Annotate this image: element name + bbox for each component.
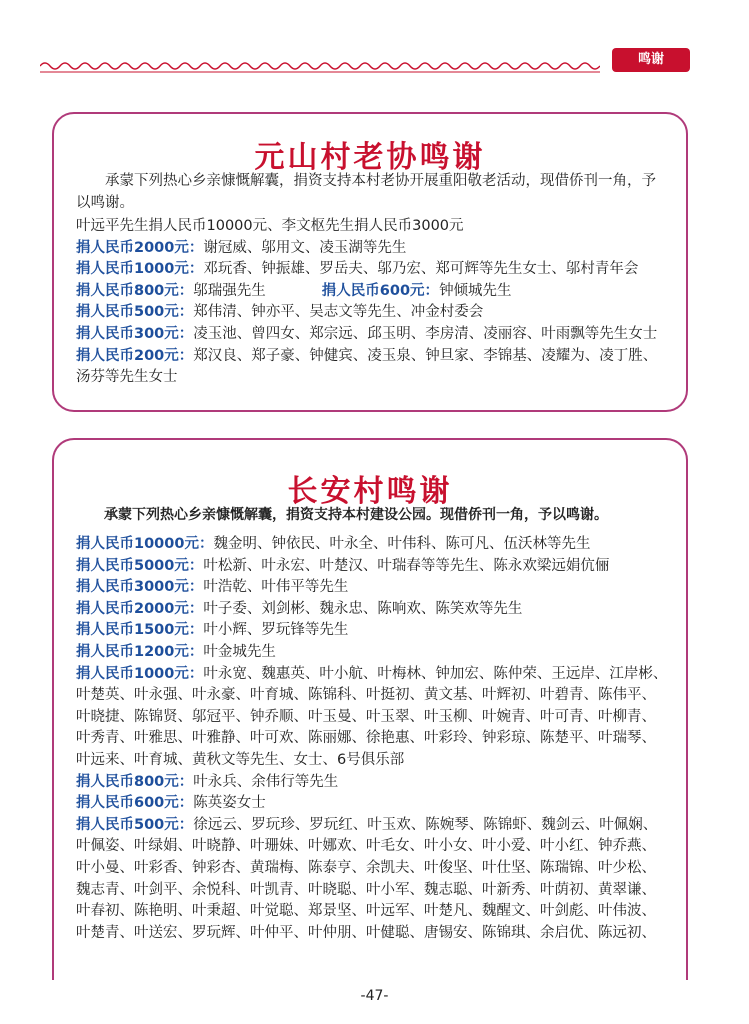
donor-row — [76, 815, 668, 837]
intro-paragraph: 承蒙下列热心乡亲慷慨解囊，捐资支持本村建设公园。现借侨刊一角，予以鸣谢。 — [104, 507, 608, 523]
donor-row: 叶小曼、叶彩香、钟彩杏、黄瑞梅、陈泰亨、余凯夫、叶俊坚、叶仕坚、陈瑞锦、叶少松、 — [76, 859, 656, 876]
donor-row — [76, 346, 668, 368]
amount-label: 捐人民币800元： — [76, 282, 194, 299]
donor-row: 魏志青、叶剑平、余悦科、叶凯青、叶晓聪、叶小军、魏志聪、叶新秀、叶荫初、黄翠谦、 — [76, 881, 656, 898]
donor-row — [76, 664, 668, 686]
amount-label: 捐人民币1000元： — [76, 261, 204, 278]
donor-row — [76, 259, 668, 281]
donor-row — [76, 302, 668, 324]
donor-names: 钟倾城先生 — [439, 282, 512, 299]
amount-label: 捐人民币5000元： — [76, 557, 204, 574]
donor-row: 叶秀青、叶雅思、叶雅静、叶可欢、陈丽娜、徐艳惠、叶彩玲、钟彩琼、陈楚平、叶瑞琴、 — [76, 730, 656, 747]
donor-row: 叶春初、陈艳明、叶秉超、叶觉聪、郑景坚、叶远军、叶楚凡、魏醒文、叶剑彪、叶伟波、 — [76, 903, 656, 920]
donor-row — [76, 534, 668, 556]
donor-names: 魏金明、钟依民、叶永全、叶伟科、陈可凡、伍沃林等先生 — [213, 536, 591, 552]
thanks-panel-yuanshan — [52, 112, 688, 412]
donor-names: 叶子委、刘剑彬、魏永忠、陈响欢、陈笑欢等先生 — [203, 600, 523, 617]
donor-row: 汤芬等先生女士 — [76, 369, 178, 386]
donor-row — [76, 281, 668, 303]
donor-line: 叶远平先生捐人民币10000元、李文枢先生捐人民币3000元 — [76, 218, 464, 234]
donor-names: 郑汉良、郑子豪、钟健宾、凌玉泉、钟旦家、李锦基、凌耀为、凌丁胜、 — [193, 347, 658, 364]
donor-row — [76, 793, 668, 815]
panel-title: 元山村老协鸣谢 — [254, 140, 486, 175]
amount-label: 捐人民币600元： — [76, 795, 194, 812]
thanks-panel-changan — [52, 438, 688, 980]
section-tag: 鸣谢 — [612, 48, 690, 72]
donor-list — [76, 216, 668, 389]
amount-label: 捐人民币10000元： — [76, 536, 214, 552]
donor-row: 叶楚青、叶送宏、罗玩辉、叶仲平、叶仲朋、叶健聪、唐锡安、陈锦琪、余启优、陈远初、 — [76, 924, 656, 941]
amount-label: 捐人民币300元： — [76, 325, 194, 342]
donor-row — [76, 620, 668, 642]
amount-label: 捐人民币200元： — [76, 347, 194, 364]
donor-names: 叶浩乾、叶伟平等先生 — [203, 579, 349, 596]
amount-label: 捐人民币800元： — [76, 773, 194, 790]
donor-names: 邓玩香、钟振雄、罗岳夫、邬乃宏、郑可辉等先生女士、邬村青年会 — [203, 261, 639, 278]
donor-list — [76, 534, 668, 944]
amount-label: 捐人民币2000元： — [76, 239, 204, 256]
donor-row: 叶远来、叶育城、黄秋文等先生、女士、6号俱乐部 — [76, 751, 405, 768]
decorative-wave-rule — [40, 60, 600, 76]
donor-row — [76, 324, 668, 346]
donor-names: 陈英姿女士 — [193, 795, 266, 812]
donor-names: 叶小辉、罗玩锋等先生 — [203, 622, 349, 639]
donor-names: 叶金城先生 — [203, 643, 276, 660]
donor-names: 凌玉池、曾四女、郑宗远、邱玉明、李房清、凌丽容、叶雨飘等先生女士 — [193, 325, 658, 342]
donor-names: 叶永宽、魏惠英、叶小航、叶梅林、钟加宏、陈仲荣、王远岸、江岸彬、 — [203, 665, 668, 682]
donor-row: 叶楚英、叶永强、叶永豪、叶育城、陈锦科、叶挺初、黄文基、叶辉初、叶碧青、陈伟平、 — [76, 687, 656, 704]
donor-row — [76, 599, 668, 621]
donor-names: 叶永兵、余伟行等先生 — [193, 773, 339, 790]
donor-names: 郑伟清、钟亦平、吴志文等先生、冲金村委会 — [193, 304, 484, 321]
donor-names: 邬瑞强先生 — [193, 282, 266, 299]
donor-row: 叶晓捷、陈锦贤、邬冠平、钟乔顺、叶玉曼、叶玉翠、叶玉柳、叶婉青、叶可青、叶柳青、 — [76, 708, 656, 725]
donor-row — [76, 642, 668, 664]
panel-title: 长安村鸣谢 — [287, 474, 453, 509]
donor-row — [76, 772, 668, 794]
donor-names: 徐远云、罗玩珍、罗玩红、叶玉欢、陈婉琴、陈锦虾、魏剑云、叶佩娴、 — [193, 816, 658, 833]
amount-label: 捐人民币2000元： — [76, 600, 204, 617]
amount-label: 捐人民币500元： — [76, 816, 194, 833]
donor-names: 谢冠威、邬用文、凌玉湖等先生 — [203, 239, 407, 256]
donor-row — [76, 556, 668, 578]
amount-label: 捐人民币500元： — [76, 304, 194, 321]
amount-label: 捐人民币1000元： — [76, 665, 204, 682]
amount-label: 捐人民币600元： — [321, 282, 440, 299]
amount-label: 捐人民币3000元： — [76, 579, 204, 596]
amount-label: 捐人民币1500元： — [76, 622, 204, 639]
page-number: -47- — [360, 988, 389, 1004]
amount-label: 捐人民币1200元： — [76, 643, 204, 660]
donor-row — [76, 238, 668, 260]
intro-paragraph: 承蒙下列热心乡亲慷慨解囊，捐资支持本村老协开展重阳敬老活动，现借侨刊一角，予以鸣谢。 — [76, 173, 656, 211]
donor-names: 叶松新、叶永宏、叶楚汉、叶瑞春等等先生、陈永欢梁远娟伉俪 — [203, 557, 610, 574]
donor-row — [76, 577, 668, 599]
donor-row: 叶佩姿、叶绿娟、叶晓静、叶珊妹、叶娜欢、叶毛女、叶小女、叶小爱、叶小红、钟乔燕、 — [76, 838, 656, 855]
